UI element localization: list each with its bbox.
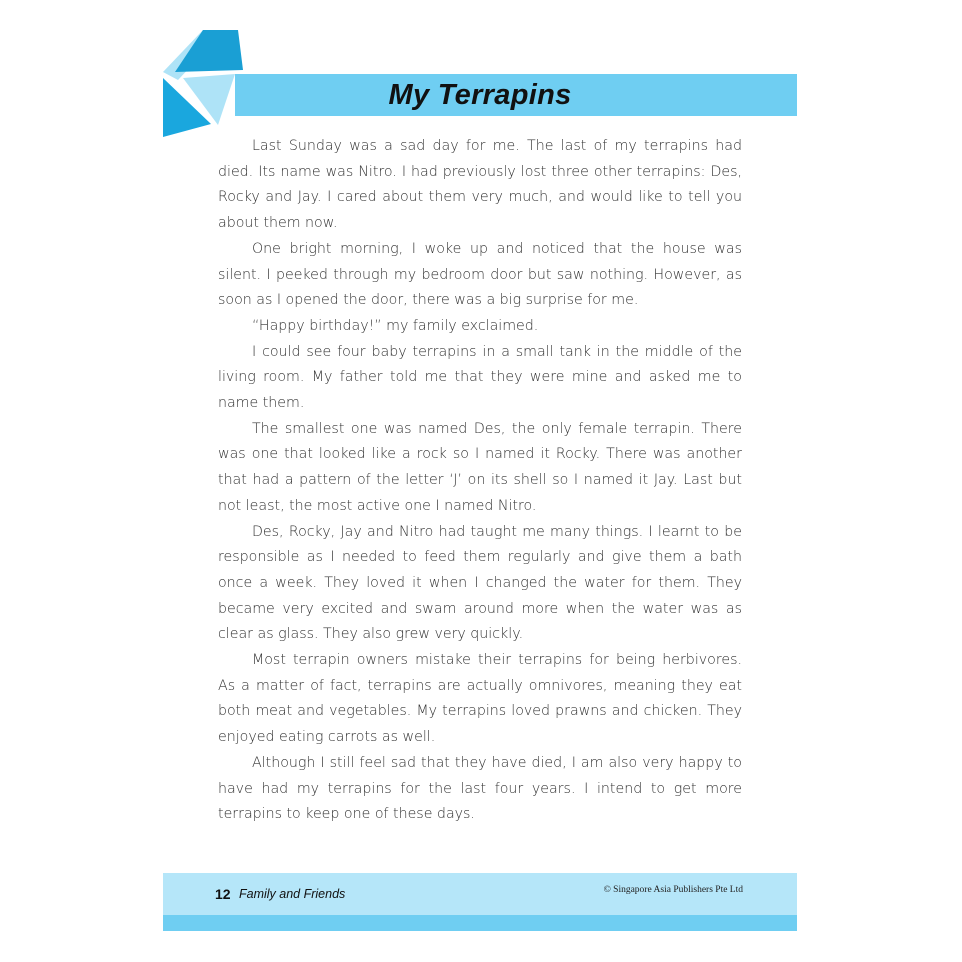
story-paragraph: Des, Rocky, Jay and Nitro had taught me many things. I learnt to be responsible as I needed to feed them regularly and give them a bath once a week. They loved it when I changed the water for them. They became very excited and swam around more when the water was as clear as glass. They also grew very quickly. — [218, 523, 742, 643]
section-name: Family and Friends — [239, 887, 346, 901]
story-paragraph: Although I still feel sad that they have died, I am also very happy to have had my terrapins for the last four years. I intend to get more terrapins to keep one of these days. — [218, 754, 742, 823]
story-paragraph: Last Sunday was a sad day for me. The last of my terrapins had died. Its name was Nitro. I had previously lost three other terrapins: Des, Rocky and Jay. I cared about them very much, and would like to tell you about them now. — [218, 138, 742, 232]
story-paragraph: Most terrapin owners mistake their terrapins for being herbivores. As a matter of fact, terrapins are actually omnivores, meaning they eat both meat and vegetables. My terrapins loved prawns and chicken. They enjoyed eating carrots as well. — [218, 652, 742, 746]
page-footer — [163, 873, 797, 931]
story-paragraph: The smallest one was named Des, the only female terrapin. There was one that looked like a rock so I named it Rocky. There was another that had a pattern of the letter ‘J’ on its shell so I named it Jay. Last but not least, the most active one I named Nitro. — [218, 420, 742, 514]
page-title: My Terrapins — [388, 78, 572, 111]
footer-stripe — [163, 915, 797, 931]
story-paragraph: “Happy birthday!” my family exclaimed. — [252, 317, 539, 334]
story-paragraph: I could see four baby terrapins in a small tank in the middle of the living room. My father told me that they were mine and asked me to name them. — [218, 343, 742, 412]
copyright-notice: © Singapore Asia Publishers Pte Ltd — [603, 885, 743, 895]
page-number: 12 — [215, 886, 231, 902]
story-paragraph: One bright morning, I woke up and noticed that the house was silent. I peeked through my bedroom door but saw nothing. However, as soon as I opened the door, there was a big surprise for me. — [218, 240, 742, 309]
story-text — [218, 134, 742, 828]
